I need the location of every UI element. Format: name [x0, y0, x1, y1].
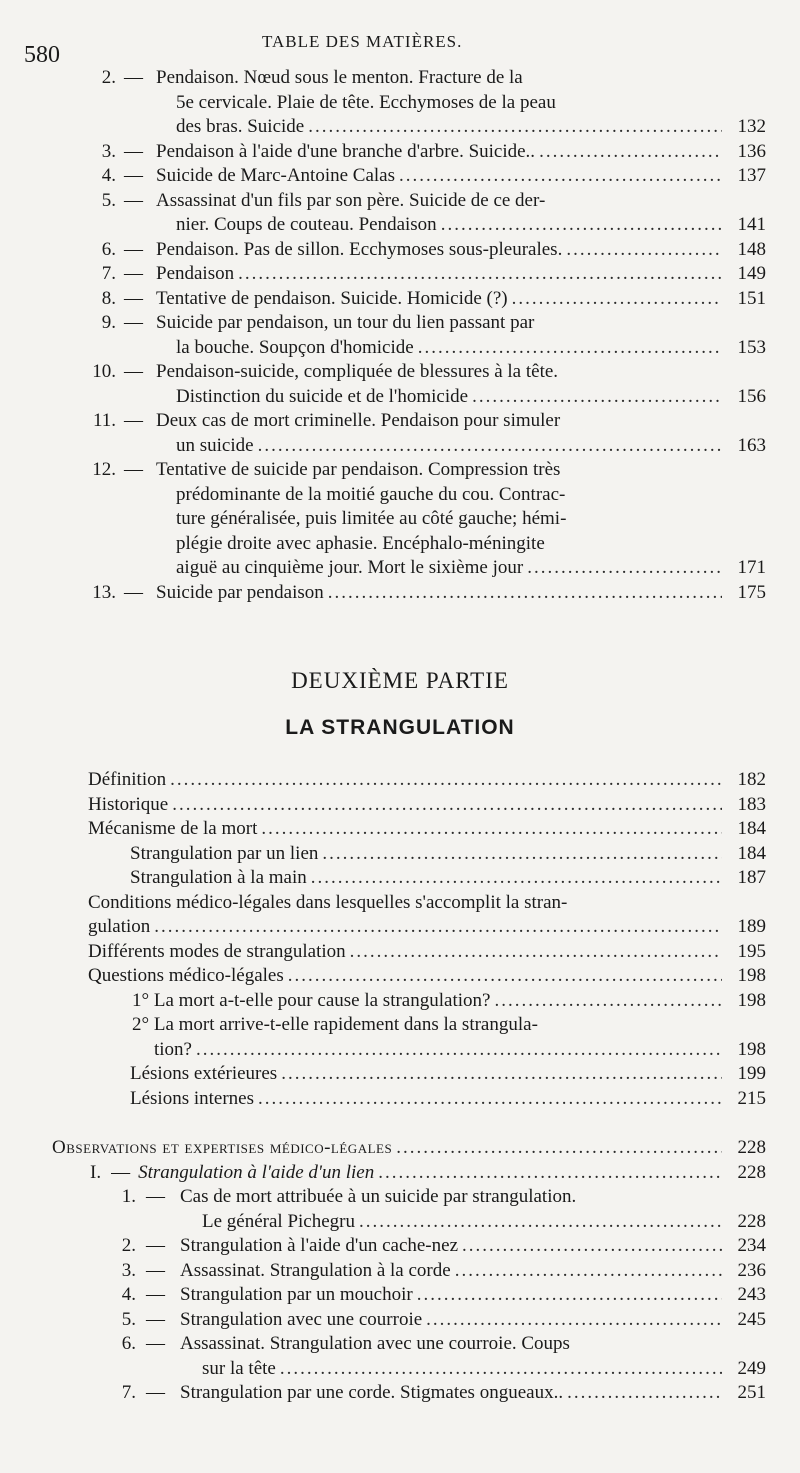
entry-line-text: Distinction du suicide et de l'homicide: [176, 385, 469, 407]
toc-entry: [0, 311, 800, 360]
subsection-page: 228: [737, 1161, 766, 1183]
row-line-text: 1° La mort a-t-elle pour cause la strangulation?: [132, 989, 491, 1011]
row-line-text: Strangulation par un lien: [130, 842, 319, 864]
entry-dash: —: [146, 1186, 165, 1207]
entry-dash: —: [124, 140, 143, 162]
entry-line: [156, 238, 766, 263]
entry-line-text: 5e cervicale. Plaie de tête. Ecchymoses de la peau: [176, 91, 556, 113]
row-line-text: Historique: [88, 793, 169, 815]
row-page: 198: [737, 989, 766, 1011]
row-line-text: Lésions extérieures: [130, 1063, 278, 1084]
entry-line-text: Tentative de suicide par pendaison. Compression très: [156, 459, 561, 480]
entry-line-text: sur la tête: [202, 1357, 276, 1379]
row-line: [130, 1087, 766, 1112]
entry-dash: —: [146, 1284, 165, 1305]
entry-dash: —: [124, 361, 143, 382]
entry-line-text: Assassinat. Strangulation à la corde: [180, 1259, 451, 1281]
row-line: [88, 817, 766, 842]
subsection-dash: —: [111, 1161, 131, 1183]
row-line-text: Mécanisme de la mort: [88, 818, 258, 839]
entry-line: [180, 1381, 766, 1406]
entry-page: 132: [737, 116, 766, 137]
entry-page: 156: [737, 385, 766, 407]
entry-line-text: Strangulation par une corde. Stigmates ongueaux..: [180, 1382, 564, 1403]
row-line: [130, 842, 766, 867]
row-page: 198: [737, 1038, 766, 1060]
row-line-text: Questions médico-légales: [88, 965, 284, 986]
leader-dots: [261, 817, 722, 842]
entry-text: [156, 458, 766, 581]
entry-dash: —: [124, 459, 143, 480]
entry-page: 234: [737, 1235, 766, 1256]
leader-dots: [378, 1161, 722, 1186]
entry-page: 149: [737, 263, 766, 284]
entry-dash: —: [124, 189, 143, 211]
entry-line: [180, 1185, 766, 1210]
subsection-row: [90, 1161, 766, 1186]
toc-entry: [0, 140, 800, 165]
entry-page: 148: [737, 238, 766, 260]
leader-dots: [567, 1381, 722, 1406]
entry-text: [180, 1234, 766, 1259]
entry-line: [176, 115, 766, 140]
toc-row: [88, 940, 766, 965]
entry-text: [180, 1381, 766, 1406]
toc-row: [132, 989, 766, 1014]
toc-entry: [0, 66, 800, 140]
entry-line-text: la bouche. Soupçon d'homicide: [176, 336, 414, 358]
row-line: [88, 940, 766, 965]
row-page: 183: [737, 793, 766, 815]
leader-dots: [258, 1087, 722, 1112]
entry-text: [180, 1259, 766, 1284]
row-line: [154, 1038, 766, 1063]
entry-line: [180, 1332, 766, 1357]
observations-block: [0, 1136, 800, 1406]
entry-number: 4.: [121, 1284, 136, 1305]
entry-page: 137: [737, 165, 766, 186]
entry-line-text: ture généralisée, puis limitée au côté gauche; hémi-: [176, 508, 567, 529]
leader-dots: [455, 1259, 722, 1284]
toc-entry: [0, 262, 800, 287]
entry-line: [176, 507, 766, 532]
entry-dash: —: [146, 1235, 165, 1256]
leader-dots: [359, 1210, 722, 1235]
leader-dots: [494, 989, 722, 1014]
entry-line: [176, 213, 766, 238]
row-line: [88, 768, 766, 793]
entry-dash: —: [124, 581, 143, 603]
entry-number: 8.: [101, 287, 116, 309]
toc-row: [88, 768, 766, 793]
toc-row: [130, 866, 766, 891]
entry-line: [176, 336, 766, 361]
page-number: 580: [24, 42, 60, 68]
row-line: [132, 1013, 766, 1038]
entry-number: 7.: [101, 263, 116, 284]
leader-dots: [170, 768, 722, 793]
entry-page: 163: [737, 434, 766, 456]
entry-page: 153: [737, 336, 766, 358]
toc-row: [130, 842, 766, 867]
entry-number: 11.: [92, 410, 116, 431]
row-line-text: Strangulation à la main: [130, 867, 307, 888]
entry-text: [180, 1283, 766, 1308]
entry-number: 6.: [101, 238, 116, 260]
entry-line-text: Pendaison: [156, 263, 235, 284]
row-line: [88, 793, 766, 818]
entry-line: [202, 1210, 766, 1235]
section-title: LA STRANGULATION: [285, 716, 515, 739]
leader-dots: [566, 238, 722, 263]
toc-entry: [0, 360, 800, 409]
row-line-text: Conditions médico-légales dans lesquelles s'accomplit la stran-: [88, 891, 568, 913]
row-page: 215: [737, 1087, 766, 1109]
entry-dash: —: [146, 1259, 165, 1281]
leader-dots: [196, 1038, 722, 1063]
leader-dots: [258, 434, 722, 459]
entry-dash: —: [146, 1333, 165, 1354]
entry-line: [156, 360, 766, 385]
part2-toc: [0, 768, 800, 1111]
row-line: [130, 1062, 766, 1087]
entry-page: 175: [737, 581, 766, 603]
toc-entry: [0, 581, 800, 606]
toc-entry: [0, 287, 800, 312]
entry-line: [202, 1357, 766, 1382]
toc-entry: [0, 409, 800, 458]
entry-dash: —: [124, 410, 143, 431]
leader-dots: [399, 164, 722, 189]
part1-entries: [0, 66, 800, 605]
entry-line: [176, 532, 766, 557]
leader-dots: [396, 1136, 722, 1161]
toc-entry: [0, 1234, 800, 1259]
leader-dots: [288, 964, 722, 989]
entry-line-text: Pendaison à l'aide d'une branche d'arbre. Suicide..: [156, 140, 536, 162]
entry-text: [156, 66, 766, 140]
row-page: 184: [737, 842, 766, 864]
leader-dots: [154, 915, 722, 940]
entry-number: 5.: [121, 1308, 136, 1330]
entry-line-text: un suicide: [176, 434, 254, 456]
entry-line-text: des bras. Suicide: [176, 116, 305, 137]
entry-page: 251: [737, 1382, 766, 1403]
entry-page: 171: [737, 557, 766, 578]
toc-row: [130, 1062, 766, 1087]
toc-row: [88, 891, 766, 940]
entry-line-text: Le général Pichegru: [202, 1210, 355, 1232]
entry-number: 10.: [92, 361, 116, 382]
leader-dots: [328, 581, 722, 606]
entry-dash: —: [146, 1308, 165, 1330]
sub-entries: [0, 1185, 800, 1406]
entry-line-text: Suicide par pendaison: [156, 581, 324, 603]
entry-line-text: Suicide par pendaison, un tour du lien passant par: [156, 312, 535, 333]
entry-line-text: Strangulation par un mouchoir: [180, 1284, 413, 1305]
entry-number: 4.: [101, 165, 116, 186]
leader-dots: [280, 1357, 722, 1382]
toc-entry: [0, 1259, 800, 1284]
row-page: 187: [737, 867, 766, 888]
subsection-label: I.: [90, 1161, 102, 1183]
leader-dots: [308, 115, 722, 140]
entry-page: 249: [737, 1357, 766, 1379]
entry-line: [176, 434, 766, 459]
entry-page: 228: [737, 1210, 766, 1232]
page-header: [0, 28, 800, 68]
entry-text: [156, 189, 766, 238]
row-page: 182: [737, 769, 766, 790]
entry-text: [180, 1185, 766, 1234]
row-page: 184: [737, 818, 766, 839]
entry-dash: —: [124, 312, 143, 333]
row-line: [88, 964, 766, 989]
observations-page: 228: [737, 1137, 766, 1158]
entry-line: [180, 1283, 766, 1308]
toc-entry: [0, 1283, 800, 1308]
toc-row: [130, 1087, 766, 1112]
entry-text: [156, 140, 766, 165]
entry-line: [156, 287, 766, 312]
entry-number: 7.: [121, 1382, 136, 1403]
leader-dots: [539, 140, 722, 165]
entry-text: [156, 311, 766, 360]
entry-number: 5.: [101, 189, 116, 211]
entry-line: [156, 409, 766, 434]
leader-dots: [417, 1283, 722, 1308]
entry-text: [156, 581, 766, 606]
row-page: 195: [737, 940, 766, 962]
leader-dots: [462, 1234, 722, 1259]
observations-heading: Observations et expertises médico-légales: [52, 1137, 393, 1158]
row-line-text: tion?: [154, 1038, 192, 1060]
entry-text: [156, 262, 766, 287]
entry-number: 9.: [101, 312, 116, 333]
entry-line: [156, 189, 766, 214]
entry-page: 151: [737, 287, 766, 309]
row-page: 199: [737, 1063, 766, 1084]
entry-line: [176, 91, 766, 116]
leader-dots: [238, 262, 722, 287]
observations-heading-row: [52, 1136, 766, 1161]
entry-number: 3.: [101, 140, 116, 162]
entry-line-text: nier. Coups de couteau. Pendaison: [176, 214, 437, 235]
toc-entry: [0, 189, 800, 238]
entry-line-text: Pendaison. Pas de sillon. Ecchymoses sous-pleurales.: [156, 238, 563, 260]
row-line: [132, 989, 766, 1014]
entry-dash: —: [124, 287, 143, 309]
entry-dash: —: [124, 238, 143, 260]
toc-row: [88, 817, 766, 842]
toc-entry: [0, 458, 800, 581]
row-line-text: 2° La mort arrive-t-elle rapidement dans la strangula-: [132, 1014, 538, 1035]
entry-line-text: Pendaison-suicide, compliquée de blessures à la tête.: [156, 361, 559, 382]
toc-entry: [0, 1308, 800, 1333]
leader-dots: [472, 385, 722, 410]
toc-row: [88, 793, 766, 818]
row-line-text: Lésions internes: [130, 1087, 255, 1109]
entry-line: [156, 66, 766, 91]
toc-entry: [0, 1381, 800, 1406]
toc-entry: [0, 1185, 800, 1234]
entry-text: [156, 238, 766, 263]
entry-dash: —: [124, 67, 143, 88]
entry-line-text: aiguë au cinquième jour. Mort le sixième jour: [176, 557, 524, 578]
leader-dots: [426, 1308, 722, 1333]
leader-dots: [281, 1062, 722, 1087]
row-line-text: Définition: [88, 769, 167, 790]
entry-line: [156, 262, 766, 287]
entry-line-text: Assassinat d'un fils par son père. Suicide de ce der-: [156, 189, 546, 211]
entry-line-text: plégie droite avec aphasie. Encéphalo-méningite: [176, 532, 545, 554]
entry-page: 245: [737, 1308, 766, 1330]
entry-line-text: Pendaison. Nœud sous le menton. Fracture de la: [156, 67, 523, 88]
entry-line: [156, 581, 766, 606]
row-line-text: gulation: [88, 916, 151, 937]
entry-line: [156, 458, 766, 483]
entry-page: 243: [737, 1284, 766, 1305]
toc-entry: [0, 238, 800, 263]
entry-line: [156, 140, 766, 165]
entry-line-text: prédominante de la moitié gauche du cou. Contrac-: [176, 483, 566, 505]
entry-number: 2.: [101, 67, 116, 88]
entry-line: [180, 1259, 766, 1284]
entry-number: 2.: [121, 1235, 136, 1256]
entry-text: [156, 409, 766, 458]
toc-row: [88, 964, 766, 989]
row-page: 198: [737, 965, 766, 986]
entry-line-text: Deux cas de mort criminelle. Pendaison pour simuler: [156, 410, 561, 431]
toc-entry: [0, 164, 800, 189]
running-head: TABLE DES MATIÈRES.: [262, 32, 463, 51]
part-title: DEUXIÈME PARTIE: [291, 668, 509, 693]
leader-dots: [441, 213, 722, 238]
entry-page: 141: [737, 214, 766, 235]
entry-line: [176, 385, 766, 410]
row-page: 189: [737, 916, 766, 937]
entry-line: [156, 311, 766, 336]
entry-text: [156, 287, 766, 312]
entry-number: 6.: [121, 1333, 136, 1354]
toc-row: [132, 1013, 766, 1062]
entry-page: 236: [737, 1259, 766, 1281]
row-line: [88, 891, 766, 916]
entry-text: [180, 1332, 766, 1381]
entry-line: [180, 1234, 766, 1259]
entry-line-text: Cas de mort attribuée à un suicide par strangulation.: [180, 1186, 577, 1207]
entry-line-text: Suicide de Marc-Antoine Calas: [156, 165, 396, 186]
leader-dots: [512, 287, 722, 312]
entry-number: 12.: [92, 459, 116, 480]
entry-line-text: Strangulation à l'aide d'un cache-nez: [180, 1235, 459, 1256]
leader-dots: [527, 556, 722, 581]
row-line: [88, 915, 766, 940]
entry-line: [176, 556, 766, 581]
subsection-title: Strangulation à l'aide d'un lien: [138, 1161, 375, 1183]
entry-text: [156, 164, 766, 189]
entry-page: 136: [737, 140, 766, 162]
entry-number: 13.: [92, 581, 116, 603]
row-line: [130, 866, 766, 891]
entry-line: [176, 483, 766, 508]
entry-line-text: Tentative de pendaison. Suicide. Homicide (?): [156, 287, 508, 309]
entry-dash: —: [124, 263, 143, 284]
entry-number: 1.: [121, 1186, 136, 1207]
entry-number: 3.: [121, 1259, 136, 1281]
leader-dots: [311, 866, 722, 891]
leader-dots: [350, 940, 722, 965]
entry-dash: —: [146, 1382, 165, 1403]
entry-line: [180, 1308, 766, 1333]
entry-line-text: Assassinat. Strangulation avec une courroie. Coups: [180, 1333, 570, 1354]
entry-line-text: Strangulation avec une courroie: [180, 1308, 423, 1330]
row-line-text: Différents modes de strangulation: [88, 940, 346, 962]
leader-dots: [172, 793, 722, 818]
entry-dash: —: [124, 165, 143, 186]
entry-text: [156, 360, 766, 409]
toc-entry: [0, 1332, 800, 1381]
leader-dots: [322, 842, 722, 867]
entry-text: [180, 1308, 766, 1333]
entry-line: [156, 164, 766, 189]
leader-dots: [418, 336, 722, 361]
